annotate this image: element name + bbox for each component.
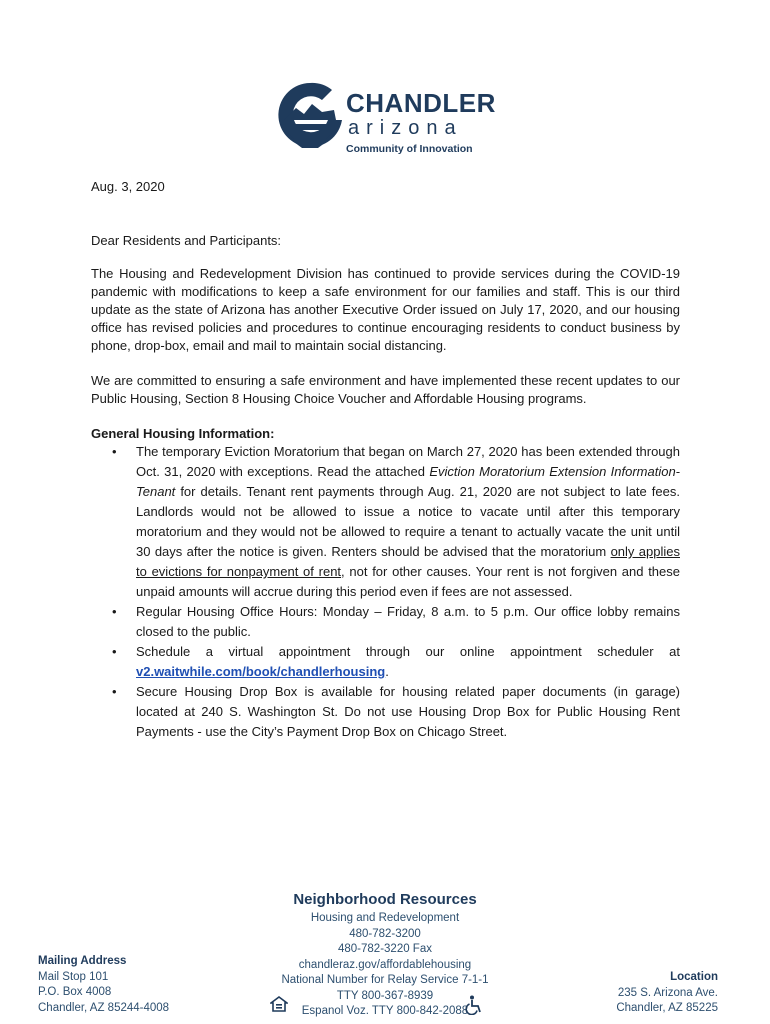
chandler-logo — [276, 80, 496, 160]
letter-date: Aug. 3, 2020 — [91, 179, 165, 194]
drop-box-text: Secure Housing Drop Box is available for housing related paper documents (in garage) located at 240 S. Washington St. Do not use Housing Drop Box for Public Housing Rent Payments - use the City’s Payment Drop Box on Chicago Street. — [136, 684, 680, 739]
logo-state: arizona — [348, 117, 463, 139]
footer-fax: 480-782-3220 Fax — [338, 943, 432, 955]
moratorium-document-title: Eviction Moratorium Extension Information-Tenant — [136, 464, 681, 499]
letter-salutation: Dear Residents and Participants: — [91, 233, 282, 248]
bullet-marker: • — [112, 444, 117, 459]
moratorium-text-3: , not for other causes. Your rent is not forgiven and these unpaid amounts will accrue during this period even if fees are not assessed. — [136, 564, 680, 599]
bullet-marker: • — [112, 684, 117, 699]
bullet-marker: • — [112, 644, 117, 659]
footer-website: chandleraz.gov/affordablehousing — [298, 958, 472, 971]
logo-tagline: Community of Innovation — [346, 143, 473, 155]
bullet-marker: • — [112, 604, 117, 619]
appointment-scheduler-link[interactable]: v2.waitwhile.com/book/chandlerhousing — [136, 664, 386, 679]
list-item — [91, 442, 680, 602]
location-line: Chandler, AZ 85225 — [616, 1002, 718, 1014]
mailing-address-label: Mailing Address — [38, 955, 127, 967]
moratorium-emphasis: only applies to evictions for nonpayment of rent — [136, 544, 680, 579]
paragraph-commitment: We are committed to ensuring a safe environment and have implemented these recent updates to our Public Housing, Section 8 Housing Choice Voucher and Affordable Housing programs. — [91, 373, 680, 406]
mailing-line: Chandler, AZ 85244-4008 — [38, 1001, 170, 1014]
section-heading: General Housing Information: — [91, 426, 275, 441]
location-label: Location — [670, 971, 718, 983]
footer-department: Housing and Redevelopment — [310, 912, 460, 924]
chandler-logo-icon — [276, 80, 344, 152]
appointment-text-end: . — [385, 664, 389, 679]
list-item — [91, 682, 680, 742]
mailing-address — [38, 954, 169, 1016]
mailing-line: P.O. Box 4008 — [38, 986, 112, 998]
footer-tty: TTY 800-367-8939 — [336, 989, 434, 1002]
logo-name: CHANDLER — [346, 88, 496, 118]
equal-housing-icon — [270, 996, 288, 1012]
list-item — [91, 642, 680, 682]
footer-phone: 480-782-3200 — [349, 927, 421, 940]
moratorium-text-1: The temporary Eviction Moratorium that began on March 27, 2020 has been extended through Oct. 31, 2020 with exceptions. Read the attached — [136, 444, 680, 479]
housing-info-list — [91, 442, 680, 742]
footer-espanol: Espanol Voz. TTY 800-842-2088 — [301, 1005, 469, 1017]
list-item — [91, 602, 680, 642]
mailing-line: Mail Stop 101 — [38, 970, 109, 983]
location-address — [616, 970, 718, 1017]
accessibility-icon — [465, 995, 483, 1015]
office-hours-text: Regular Housing Office Hours: Monday – Friday, 8 a.m. to 5 p.m. Our office lobby remains closed to the public. — [136, 604, 680, 639]
paragraph-intro: The Housing and Redevelopment Division has continued to provide services during the COVID-19 pandemic with modifications to keep a safe environment for our families and staff. This is our third update as the state of Arizona has another Executive Order issued on July 17, 2020, and our housing office has revised policies and procedures to continue encouraging residents to conduct business by phone, drop-box, email and mail to maintain social distancing. — [91, 266, 680, 353]
footer-title: Neighborhood Resources — [293, 891, 477, 908]
footer-relay: National Number for Relay Service 7-1-1 — [281, 974, 489, 986]
moratorium-text-2: for details. Tenant rent payments through Aug. 21, 2020 are not subject to late fees. Landlords would not be allowed to issue a notice to vacate until after this temporary moratorium and they would not be allowed to require a tenant to actually vacate the unit until 30 days after the notice is given. Renters should be advised that the moratorium — [136, 484, 680, 559]
appointment-text: Schedule a virtual appointment through our online appointment scheduler at — [136, 644, 680, 659]
location-line: 235 S. Arizona Ave. — [617, 986, 718, 999]
